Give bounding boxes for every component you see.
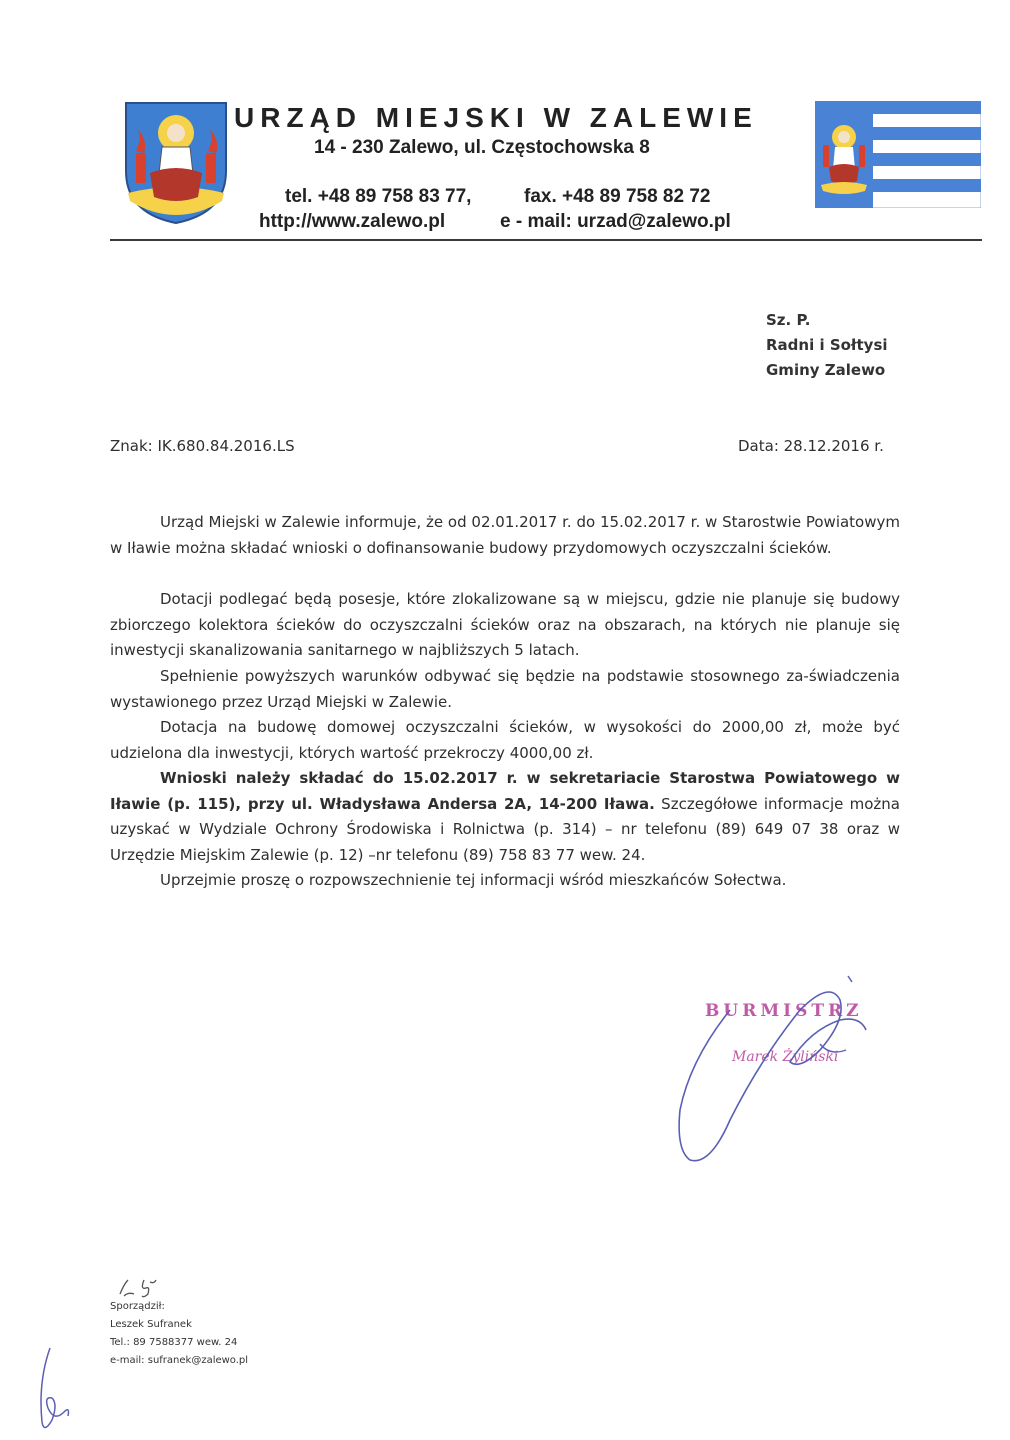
letterhead-divider bbox=[110, 239, 982, 241]
signature-scribble-icon bbox=[670, 970, 890, 1170]
prepared-by-label: Sporządził: bbox=[110, 1301, 165, 1312]
coat-of-arms-icon bbox=[124, 101, 228, 225]
office-fax: fax. +48 89 758 82 72 bbox=[524, 186, 711, 207]
stamp-name: Marek Żyliński bbox=[732, 1049, 839, 1065]
paragraph-5-rest: Szczegółowe informacje można uzyskać w Wydziale Ochrony Środowiska i Rolnictwa (p. 314) – nr telefonu (89) 649 07 38 oraz w Urzędzie Miejskim Zalewie (p. 12) –nr telefonu (89) 758 83 77 wew. 24. bbox=[110, 794, 900, 864]
initials-scribble-icon bbox=[114, 1276, 158, 1298]
office-name: URZĄD MIEJSKI W ZALEWIE bbox=[234, 102, 758, 133]
prepared-by-email: e-mail: sufranek@zalewo.pl bbox=[110, 1355, 249, 1366]
municipal-flag-icon bbox=[815, 101, 981, 208]
office-email: e - mail: urzad@zalewo.pl bbox=[500, 211, 731, 232]
paragraph-4: Dotacja na budowę domowej oczyszczalni ścieków, w wysokości do 2000,00 zł, może być udzielona dla inwestycji, których wartość przekroczy 4000,00 zł. bbox=[110, 718, 900, 762]
paragraph-2: Dotacji podlegać będą posesje, które zlokalizowane są w miejscu, gdzie nie planuje się budowy zbiorczego kolektora ścieków do oczyszczalni ścieków oraz na obszarach, na których nie planuje się inwestycji skanalizowania sanitarnego w najbliższych 5 latach. bbox=[110, 590, 900, 659]
paragraph-5-bold: Wnioski należy składać do 15.02.2017 r. w sekretariacie Starostwa Powiatowego w Iławie (p. 115), przy ul. Władysława Andersa 2A, 14-200 Iława. bbox=[110, 769, 900, 813]
office-address: 14 - 230 Zalewo, ul. Częstochowska 8 bbox=[314, 137, 650, 158]
paragraph-1: Urząd Miejski w Zalewie informuje, że od 02.01.2017 r. do 15.02.2017 r. w Starostwie Powiatowym w Iławie można składać wnioski o dofinansowanie budowy przydomowych oczyszczalni ścieków. bbox=[110, 513, 900, 557]
recipient-line-2: Radni i Sołtysi bbox=[766, 336, 888, 354]
prepared-by-phone: Tel.: 89 7588377 wew. 24 bbox=[110, 1337, 238, 1348]
paragraph-5 bbox=[110, 766, 900, 868]
recipient-line-3: Gminy Zalewo bbox=[766, 361, 886, 379]
letter-date: Data: 28.12.2016 r. bbox=[738, 437, 884, 455]
office-website: http://www.zalewo.pl bbox=[259, 211, 446, 232]
office-phone: tel. +48 89 758 83 77, bbox=[285, 186, 472, 207]
recipient-line-1: Sz. P. bbox=[766, 311, 811, 329]
stamp-title: BURMISTRZ bbox=[705, 1001, 863, 1021]
prepared-by-name: Leszek Sufranek bbox=[110, 1319, 192, 1330]
paragraph-3: Spełnienie powyższych warunków odbywać się będzie na podstawie stosownego za-świadczenia wystawionego przez Urząd Miejski w Zalewie. bbox=[110, 667, 900, 711]
paragraph-6: Uprzejmie proszę o rozpowszechnienie tej informacji wśród mieszkańców Sołectwa. bbox=[160, 871, 787, 889]
reference-number: Znak: IK.680.84.2016.LS bbox=[110, 437, 295, 455]
margin-scribble-icon bbox=[28, 1342, 78, 1437]
